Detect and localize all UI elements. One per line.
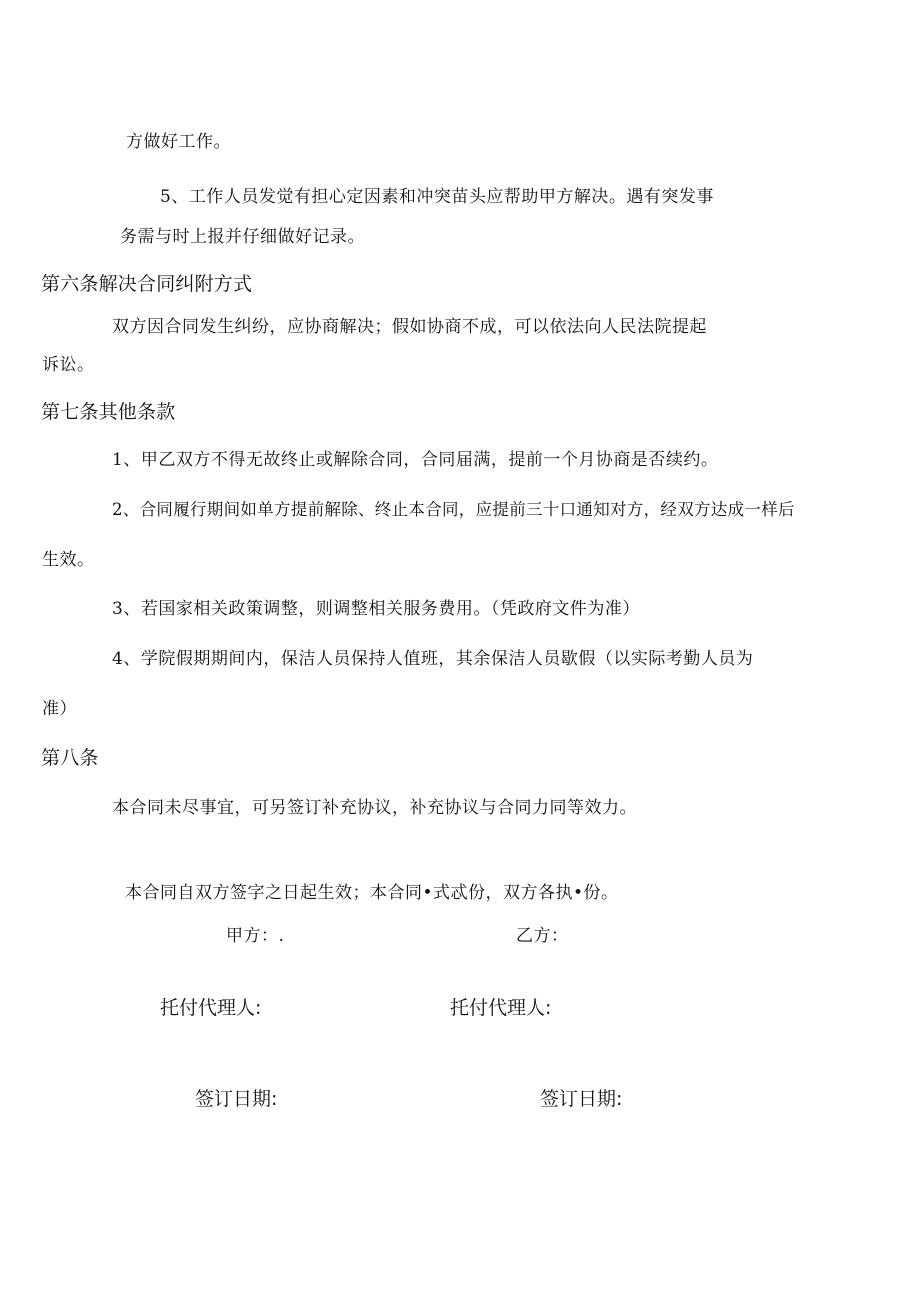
agent-a-label: 托付代理人:: [160, 997, 262, 1019]
article6-title: 第六条解决合同纠附方式: [41, 273, 253, 295]
closing-effective: 本合同自双方签字之日起生效；本合同•式忒份，双方各执•份。: [125, 883, 619, 903]
article7-item3: 3、若国家相关政策调整，则调整相关服务费用。（凭政府文件为准）: [112, 599, 640, 619]
article7-item2-line1: 2、合同履行期间如单方提前解除、终止本合同，应提前三十口通知对方，经双方达成一样后: [112, 500, 795, 519]
article7-item2-line2: 生效。: [42, 550, 95, 570]
party-a-label: 甲方：.: [226, 926, 285, 946]
article6-line2: 诉讼。: [42, 355, 95, 375]
article8-line1: 本合同未尽事宜，可另签订补充协议，补充协议与合同力同等效力。: [112, 798, 637, 818]
article5-item5-line2: 务需与时上报并仔细做好记录。: [120, 227, 365, 247]
agent-b-label: 托付代理人:: [450, 997, 552, 1019]
article7-item4-line2: 准）: [42, 699, 77, 719]
article8-title: 第八条: [41, 747, 99, 769]
article7-item1: 1、甲乙双方不得无故终止或解除合同，合同届满，提前一个月协商是否续约。: [112, 450, 719, 470]
party-b-label: 乙方：: [516, 926, 569, 946]
continuation-line: 方做好工作。: [126, 132, 231, 152]
date-a-label: 签订日期:: [195, 1088, 278, 1110]
article7-item4-line1: 4、学院假期期间内，保洁人员保持人值班，其余保洁人员歇假（以实际考勤人员为: [112, 649, 754, 669]
date-b-label: 签订日期:: [540, 1088, 623, 1110]
article6-line1: 双方因合同发生纠纷，应协商解决；假如协商不成，可以依法向人民法院提起: [112, 317, 707, 337]
article7-title: 第七条其他条款: [41, 401, 176, 423]
article5-item5-line1: 5、工作人员发觉有担心定因素和冲突苗头应帮助甲方解决。遇有突发事: [160, 187, 714, 207]
